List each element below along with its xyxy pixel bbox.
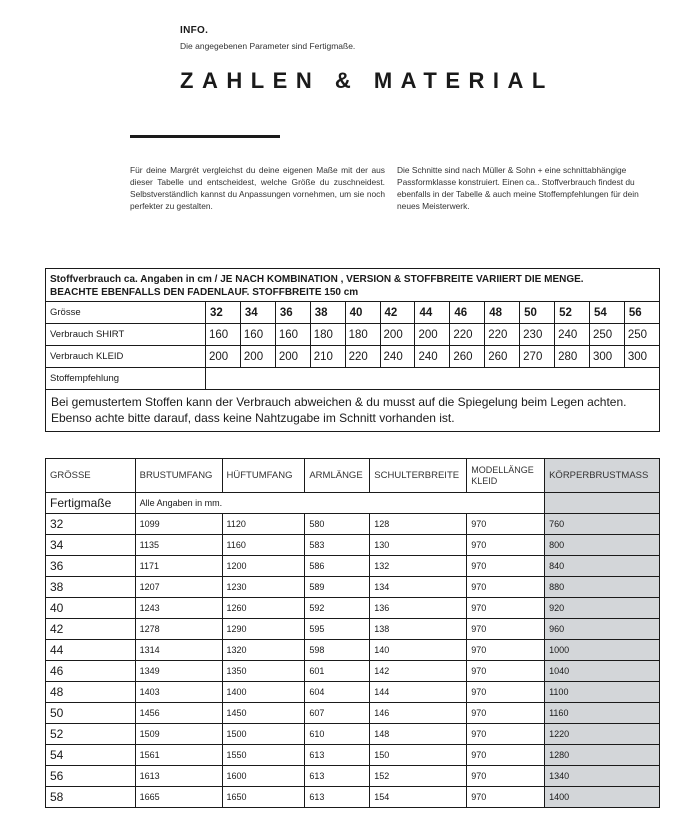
cell-schulterbreite: 132 [370, 556, 467, 577]
shirt-value-44: 200 [415, 324, 450, 346]
fabric-table-header [46, 269, 660, 302]
cell-grösse: 50 [46, 703, 136, 724]
size-48: 48 [485, 302, 520, 324]
size-34: 34 [240, 302, 275, 324]
cell-modellänge-kleid: 970 [467, 745, 545, 766]
table-row [46, 661, 660, 682]
cell-körperbrustmass: 1100 [545, 682, 660, 703]
divider-rule [130, 135, 280, 138]
fertigmasse-shaded-cell [545, 493, 660, 514]
cell-brustumfang: 1665 [135, 787, 222, 808]
shirt-value-48: 220 [485, 324, 520, 346]
cell-körperbrustmass: 960 [545, 619, 660, 640]
shirt-value-56: 250 [624, 324, 659, 346]
cell-brustumfang: 1314 [135, 640, 222, 661]
cell-grösse: 46 [46, 661, 136, 682]
cell-modellänge-kleid: 970 [467, 787, 545, 808]
cell-armlänge: 610 [305, 724, 370, 745]
size-56: 56 [624, 302, 659, 324]
cell-modellänge-kleid: 970 [467, 682, 545, 703]
cell-modellänge-kleid: 970 [467, 514, 545, 535]
cell-schulterbreite: 130 [370, 535, 467, 556]
cell-schulterbreite: 154 [370, 787, 467, 808]
shirt-value-46: 220 [450, 324, 485, 346]
table-row [46, 682, 660, 703]
shirt-value-38: 180 [310, 324, 345, 346]
table-row [46, 535, 660, 556]
column-header-armlänge: ARMLÄNGE [305, 459, 370, 493]
cell-modellänge-kleid: 970 [467, 661, 545, 682]
cell-schulterbreite: 136 [370, 598, 467, 619]
cell-hüftumfang: 1450 [222, 703, 305, 724]
dress-value-38: 210 [310, 346, 345, 368]
recommendation-value [206, 368, 660, 390]
table-row [46, 619, 660, 640]
cell-armlänge: 607 [305, 703, 370, 724]
cell-hüftumfang: 1320 [222, 640, 305, 661]
table-row [46, 640, 660, 661]
cell-modellänge-kleid: 970 [467, 724, 545, 745]
size-54: 54 [589, 302, 624, 324]
fabric-sizes-row [46, 302, 660, 324]
cell-grösse: 36 [46, 556, 136, 577]
cell-körperbrustmass: 1280 [545, 745, 660, 766]
fabric-table-header-row [46, 269, 660, 302]
cell-grösse: 52 [46, 724, 136, 745]
table-row [46, 724, 660, 745]
cell-modellänge-kleid: 970 [467, 619, 545, 640]
cell-brustumfang: 1278 [135, 619, 222, 640]
measurement-header-row [46, 459, 660, 493]
cell-brustumfang: 1403 [135, 682, 222, 703]
cell-armlänge: 592 [305, 598, 370, 619]
table-row [46, 577, 660, 598]
shirt-consumption-row [46, 324, 660, 346]
cell-brustumfang: 1207 [135, 577, 222, 598]
recommendation-label: Stoffempfehlung [46, 368, 206, 390]
cell-körperbrustmass: 840 [545, 556, 660, 577]
size-38: 38 [310, 302, 345, 324]
table-row [46, 787, 660, 808]
cell-armlänge: 580 [305, 514, 370, 535]
cell-modellänge-kleid: 970 [467, 766, 545, 787]
size-32: 32 [206, 302, 241, 324]
table-row [46, 556, 660, 577]
cell-schulterbreite: 148 [370, 724, 467, 745]
cell-modellänge-kleid: 970 [467, 703, 545, 724]
table-row [46, 514, 660, 535]
cell-armlänge: 583 [305, 535, 370, 556]
size-36: 36 [275, 302, 310, 324]
cell-grösse: 40 [46, 598, 136, 619]
dress-value-34: 200 [240, 346, 275, 368]
cell-körperbrustmass: 1220 [545, 724, 660, 745]
cell-grösse: 58 [46, 787, 136, 808]
cell-armlänge: 613 [305, 766, 370, 787]
cell-hüftumfang: 1200 [222, 556, 305, 577]
fabric-table-header-line2: BEACHTE EBENFALLS DEN FADENLAUF. STOFFBREITE 150 cm [50, 287, 359, 298]
cell-grösse: 32 [46, 514, 136, 535]
dress-value-46: 260 [450, 346, 485, 368]
shirt-value-32: 160 [206, 324, 241, 346]
dress-value-52: 280 [555, 346, 590, 368]
table-row [46, 703, 660, 724]
dress-value-36: 200 [275, 346, 310, 368]
cell-modellänge-kleid: 970 [467, 535, 545, 556]
shirt-value-34: 160 [240, 324, 275, 346]
cell-brustumfang: 1561 [135, 745, 222, 766]
cell-hüftumfang: 1160 [222, 535, 305, 556]
fabric-recommendation-row [46, 368, 660, 390]
intro-paragraph-left: Für deine Margrét vergleichst du deine eigenen Maße mit der aus dieser Tabelle und entscheidest, welche Größe du zuschneidest. Selbstverständlich kannst du Anpassungen vornehmen, um sie noch perfekter zu gestalten. [130, 165, 385, 211]
cell-grösse: 56 [46, 766, 136, 787]
cell-brustumfang: 1243 [135, 598, 222, 619]
column-header-modellänge-kleid: MODELLÄNGE KLEID [467, 459, 545, 493]
cell-schulterbreite: 134 [370, 577, 467, 598]
dress-value-56: 300 [624, 346, 659, 368]
cell-brustumfang: 1135 [135, 535, 222, 556]
cell-brustumfang: 1509 [135, 724, 222, 745]
dress-value-32: 200 [206, 346, 241, 368]
cell-brustumfang: 1099 [135, 514, 222, 535]
fabric-note: Bei gemustertem Stoffen kann der Verbrauch abweichen & du musst auf die Spiegelung beim Legen achten. Ebenso achte bitte darauf, dass keine Nahtzugabe im Schnitt vorhanden ist. [46, 390, 660, 432]
cell-körperbrustmass: 1000 [545, 640, 660, 661]
cell-schulterbreite: 146 [370, 703, 467, 724]
cell-hüftumfang: 1230 [222, 577, 305, 598]
dress-value-48: 260 [485, 346, 520, 368]
cell-körperbrustmass: 920 [545, 598, 660, 619]
cell-grösse: 54 [46, 745, 136, 766]
cell-hüftumfang: 1120 [222, 514, 305, 535]
shirt-value-40: 180 [345, 324, 380, 346]
cell-hüftumfang: 1290 [222, 619, 305, 640]
cell-armlänge: 595 [305, 619, 370, 640]
cell-brustumfang: 1456 [135, 703, 222, 724]
cell-körperbrustmass: 760 [545, 514, 660, 535]
cell-hüftumfang: 1600 [222, 766, 305, 787]
fabric-table-header-line1: Stoffverbrauch ca. Angaben in cm / JE NACH KOMBINATION , VERSION & STOFFBREITE VARIIERT DIE MENGE. [50, 274, 584, 285]
shirt-value-50: 230 [520, 324, 555, 346]
size-52: 52 [555, 302, 590, 324]
fabric-consumption-table [45, 268, 660, 432]
info-text: Die angegebenen Parameter sind Fertigmaße. [180, 41, 356, 51]
dress-value-54: 300 [589, 346, 624, 368]
cell-schulterbreite: 142 [370, 661, 467, 682]
shirt-value-52: 240 [555, 324, 590, 346]
cell-körperbrustmass: 1400 [545, 787, 660, 808]
table-row [46, 745, 660, 766]
fabric-note-row [46, 390, 660, 432]
cell-modellänge-kleid: 970 [467, 640, 545, 661]
fertigmasse-row [46, 493, 660, 514]
column-header-brustumfang: BRUSTUMFANG [135, 459, 222, 493]
size-46: 46 [450, 302, 485, 324]
cell-hüftumfang: 1350 [222, 661, 305, 682]
cell-armlänge: 598 [305, 640, 370, 661]
cell-grösse: 38 [46, 577, 136, 598]
dress-label: Verbrauch KLEID [46, 346, 206, 368]
size-42: 42 [380, 302, 415, 324]
cell-hüftumfang: 1650 [222, 787, 305, 808]
cell-brustumfang: 1349 [135, 661, 222, 682]
dress-value-50: 270 [520, 346, 555, 368]
cell-körperbrustmass: 1160 [545, 703, 660, 724]
cell-armlänge: 613 [305, 787, 370, 808]
cell-armlänge: 604 [305, 682, 370, 703]
column-header-hüftumfang: HÜFTUMFANG [222, 459, 305, 493]
cell-hüftumfang: 1260 [222, 598, 305, 619]
column-header-körperbrustmass: KÖRPERBRUSTMASS [545, 459, 660, 493]
size-50: 50 [520, 302, 555, 324]
cell-modellänge-kleid: 970 [467, 577, 545, 598]
cell-modellänge-kleid: 970 [467, 598, 545, 619]
fertigmasse-note: Alle Angaben in mm. [135, 493, 544, 514]
shirt-label: Verbrauch SHIRT [46, 324, 206, 346]
cell-hüftumfang: 1400 [222, 682, 305, 703]
cell-schulterbreite: 140 [370, 640, 467, 661]
cell-körperbrustmass: 1040 [545, 661, 660, 682]
table-row [46, 598, 660, 619]
column-header-grösse: GRÖSSE [46, 459, 136, 493]
cell-modellänge-kleid: 970 [467, 556, 545, 577]
cell-schulterbreite: 128 [370, 514, 467, 535]
cell-schulterbreite: 144 [370, 682, 467, 703]
cell-armlänge: 589 [305, 577, 370, 598]
intro-paragraph-right: Die Schnitte sind nach Müller & Sohn + eine schnittabhängige Passformklasse konstruiert. Einen ca.. Stoffverbrauch findest du ebenfalls in der Tabelle & auch meine Stoffempfehlungen für dein neues Meisterwerk. [397, 165, 639, 211]
cell-grösse: 34 [46, 535, 136, 556]
shirt-value-36: 160 [275, 324, 310, 346]
table-row [46, 766, 660, 787]
shirt-value-54: 250 [589, 324, 624, 346]
size-40: 40 [345, 302, 380, 324]
measurement-table [45, 458, 660, 808]
cell-hüftumfang: 1550 [222, 745, 305, 766]
cell-grösse: 42 [46, 619, 136, 640]
page-title: ZAHLEN & MATERIAL [180, 68, 554, 93]
dress-consumption-row [46, 346, 660, 368]
cell-brustumfang: 1613 [135, 766, 222, 787]
cell-körperbrustmass: 800 [545, 535, 660, 556]
cell-körperbrustmass: 880 [545, 577, 660, 598]
cell-körperbrustmass: 1340 [545, 766, 660, 787]
dress-value-42: 240 [380, 346, 415, 368]
dress-value-44: 240 [415, 346, 450, 368]
cell-schulterbreite: 152 [370, 766, 467, 787]
cell-armlänge: 586 [305, 556, 370, 577]
size-44: 44 [415, 302, 450, 324]
cell-schulterbreite: 150 [370, 745, 467, 766]
cell-brustumfang: 1171 [135, 556, 222, 577]
cell-armlänge: 613 [305, 745, 370, 766]
info-title: INFO. [180, 25, 209, 36]
fertigmasse-label: Fertigmaße [46, 493, 136, 514]
cell-schulterbreite: 138 [370, 619, 467, 640]
cell-hüftumfang: 1500 [222, 724, 305, 745]
shirt-value-42: 200 [380, 324, 415, 346]
cell-armlänge: 601 [305, 661, 370, 682]
cell-grösse: 44 [46, 640, 136, 661]
cell-grösse: 48 [46, 682, 136, 703]
column-header-schulterbreite: SCHULTERBREITE [370, 459, 467, 493]
sizes-label: Grösse [46, 302, 206, 324]
dress-value-40: 220 [345, 346, 380, 368]
